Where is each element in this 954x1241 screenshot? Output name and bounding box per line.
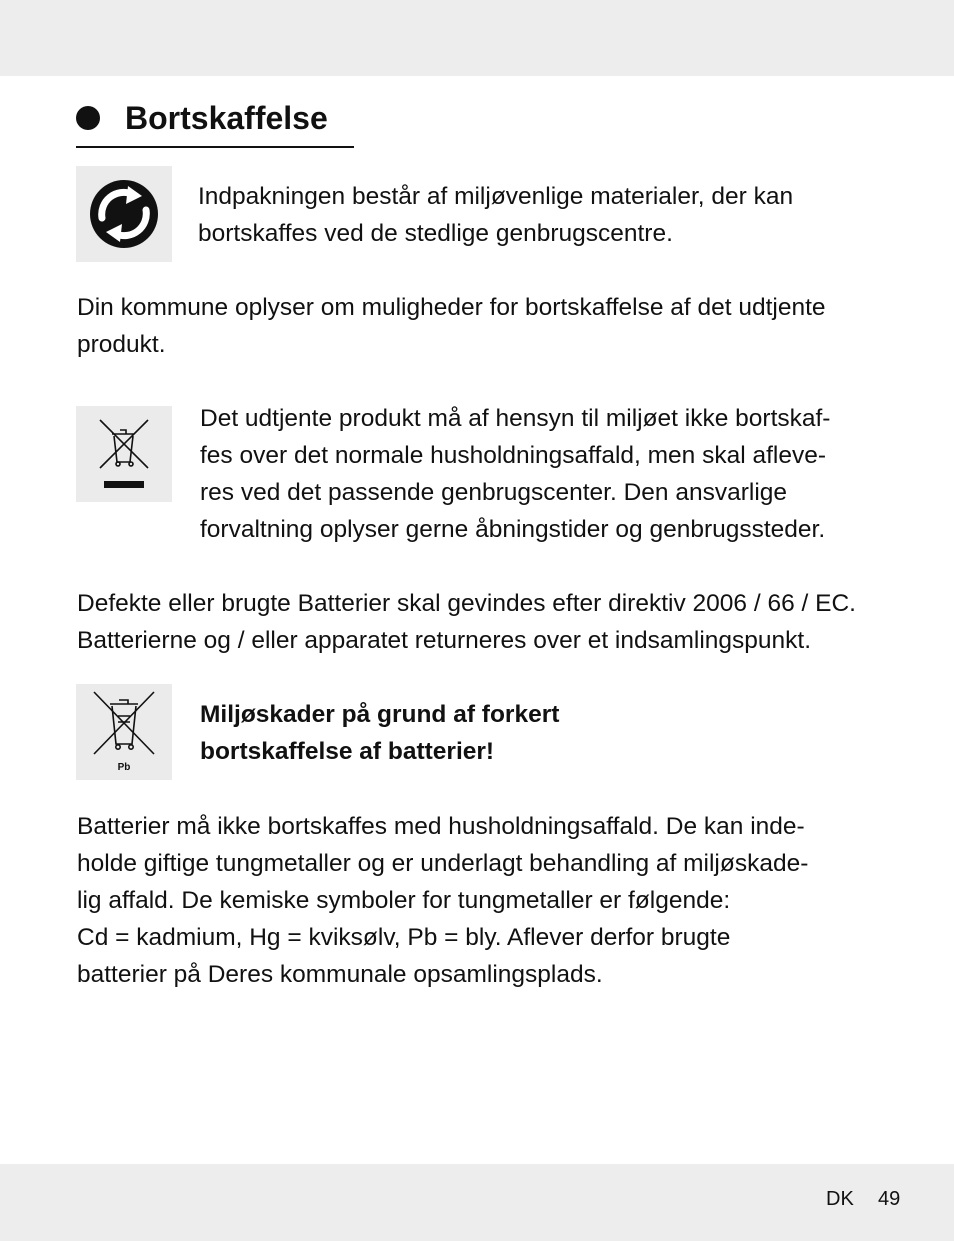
footer-band (0, 1164, 954, 1241)
bullet-icon (76, 106, 100, 130)
page-number: 49 (878, 1188, 901, 1210)
header-band (0, 0, 954, 76)
footer-language: DK (826, 1188, 854, 1210)
crossed-out-wheelie-bin-icon (76, 406, 172, 502)
weee-text: Det udtjente produkt må af hensyn til miljøet ikke bortskaf- fes over det normale husholdningsaffald, men skal afleve- res ved det passende genbrugscenter. Den ansvarlige forvaltning oplyser gerne åbningstider og genbrugssteder. (200, 405, 831, 543)
municipality-text: Din kommune oplyser om muligheder for bortskaffelse af det udtjente produkt. (77, 294, 826, 358)
green-dot-recycling-icon (76, 166, 172, 262)
battery-icon-label: Pb (117, 762, 131, 773)
packaging-text: Indpakningen består af miljøvenlige materialer, der kan bortskaffes ved de stedlige genbrugscentre. (198, 183, 794, 247)
battery-info-text: Batterier må ikke bortskaffes med husholdningsaffald. De kan inde- holde giftige tungmetaller og er underlagt behandling af miljøskade- lig affald. De kemiske symboler for tungmetaller er følgende: Cd = kadmium, Hg = kviksølv, Pb = bly. Aflever derfor brugte batterier på Deres kommunale opsamlingsplads. (77, 813, 809, 988)
section-title: Bortskaffelse (125, 100, 328, 136)
battery-directive-text: Defekte eller brugte Batterier skal gevindes efter direktiv 2006 / 66 / EC. Batterierne og / eller apparatet returneres over et indsamlingspunkt. (77, 590, 856, 654)
section-heading (76, 96, 354, 148)
crossed-out-battery-bin-icon (76, 684, 172, 780)
warning-heading: Miljøskader på grund af forkert bortskaffelse af batterier! (200, 701, 560, 765)
